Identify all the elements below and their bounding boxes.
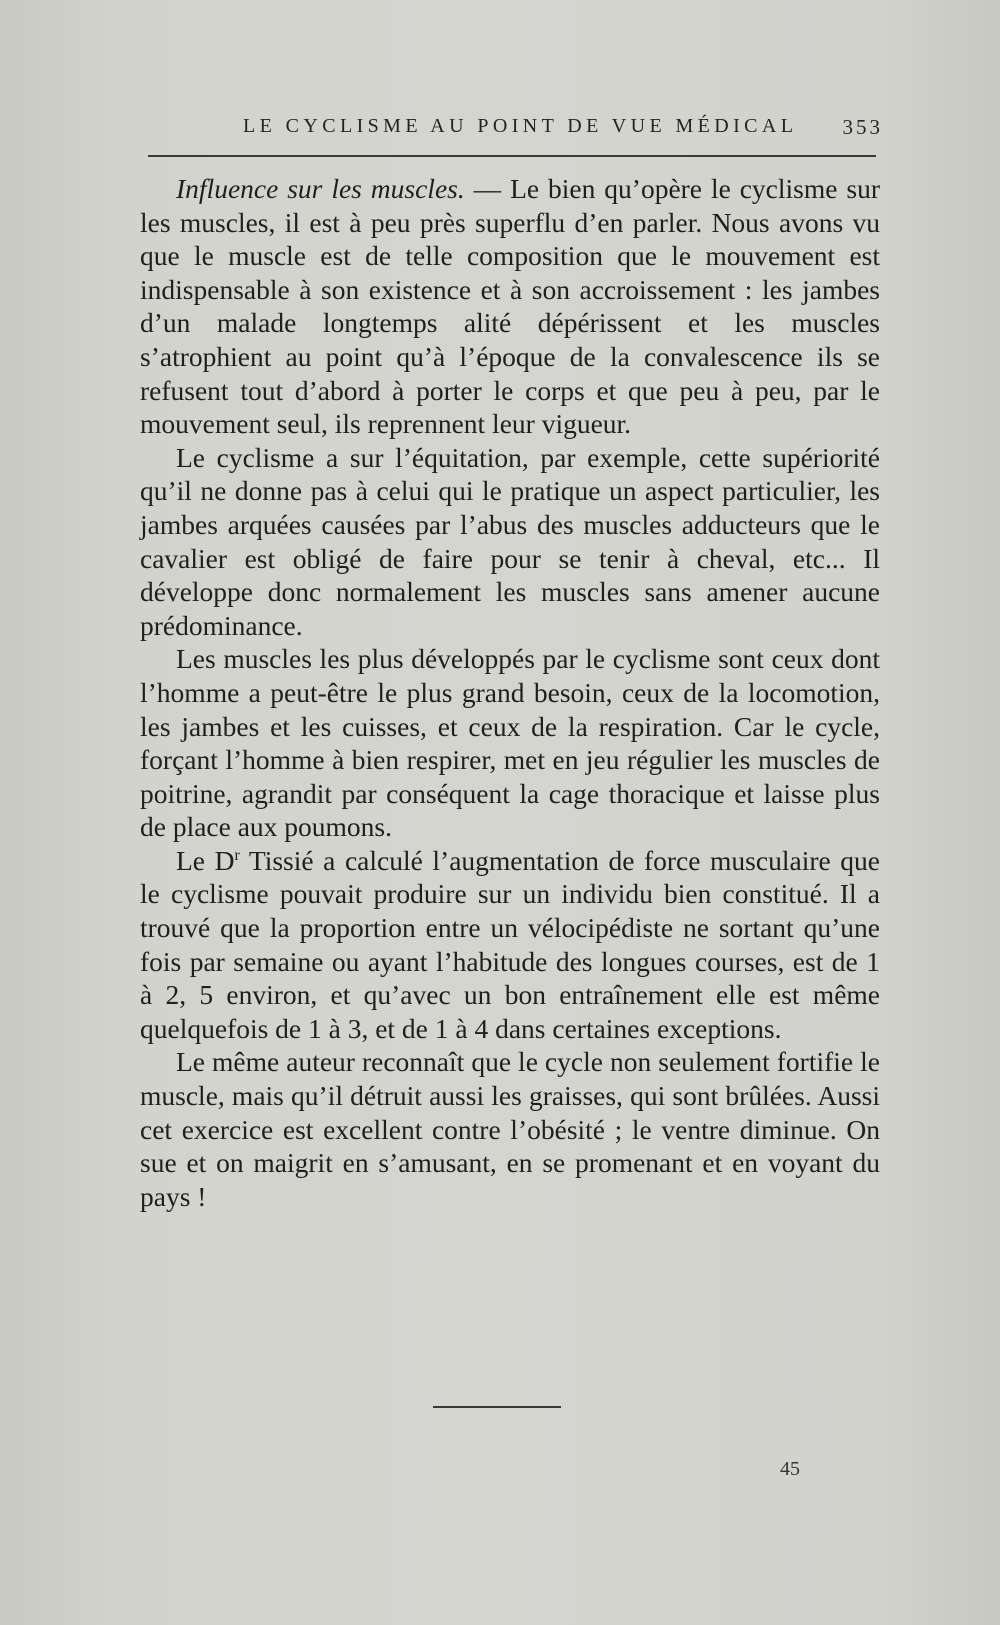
section-heading: Influence sur les muscles. bbox=[176, 173, 465, 204]
body-text bbox=[140, 172, 880, 1213]
paragraph-text: Tissié a calculé l’augmentation de force musculaire que le cyclisme pouvait produire sur un individu bien constitué. Il a trouvé que la proportion entre un vélocipédiste ne sortant qu’une fois par semaine ou ayant l’habitude des longues courses, est de 1 à 2, 5 environ, et qu’avec un bon entraînement elle est même quelquefois de 1 à 3, et de 1 à 4 dans certaines exceptions. bbox=[140, 844, 880, 1044]
paragraph-text: — Le bien qu’opère le cyclisme sur les muscles, il est à peu près superflu d’en parler. Nous avons vu que le muscle est de telle composition que le mouvement est indispensable à son existence et à son accroissement : les jambes d’un malade longtemps alité dépérissent et les muscles s’atrophient au point qu’à l’époque de la convalescence ils se refusent tout d’abord à porter le corps et que peu à peu, par le mouvement seul, ils reprennent leur vigueur. bbox=[140, 173, 880, 440]
running-head bbox=[243, 115, 883, 147]
paragraph bbox=[140, 172, 880, 441]
running-title: LE CYCLISME AU POINT DE VUE MÉDICAL bbox=[243, 115, 798, 137]
paragraph: Le cyclisme a sur l’équitation, par exemple, cette supériorité qu’il ne donne pas à celui qui le pratique un aspect particulier, les jambes arquées causées par l’abus des muscles adducteurs que le cavalier est obligé de faire pour se tenir à cheval, etc... Il développe donc normalement les muscles sans amener aucune prédominance. bbox=[140, 441, 880, 641]
end-rule bbox=[433, 1406, 561, 1408]
superscript: r bbox=[234, 846, 240, 864]
page-number: 353 bbox=[842, 115, 883, 139]
header-rule bbox=[148, 155, 876, 157]
paragraph: Le même auteur reconnaît que le cycle non seulement fortifie le muscle, mais qu’il détruit aussi les graisses, qui sont brûlées. Aussi cet exercice est excellent contre l’obésité ; le ventre diminue. On sue et on maigrit en s’amusant, en se promenant et en voyant du pays ! bbox=[140, 1046, 880, 1212]
paragraph-text: Le D bbox=[176, 844, 235, 876]
signature-mark: 45 bbox=[780, 1458, 800, 1480]
paragraph bbox=[140, 844, 880, 1046]
paragraph: Les muscles les plus développés par le cyclisme sont ceux dont l’homme a peut-être le plus grand besoin, ceux de la locomotion, les jambes et les cuisses, et ceux de la respiration. Car le cycle, forçant l’homme à bien respirer, met en jeu régulier les muscles de poitrine, agrandit par conséquent la cage thoracique et laisse plus de place aux poumons. bbox=[140, 643, 880, 843]
